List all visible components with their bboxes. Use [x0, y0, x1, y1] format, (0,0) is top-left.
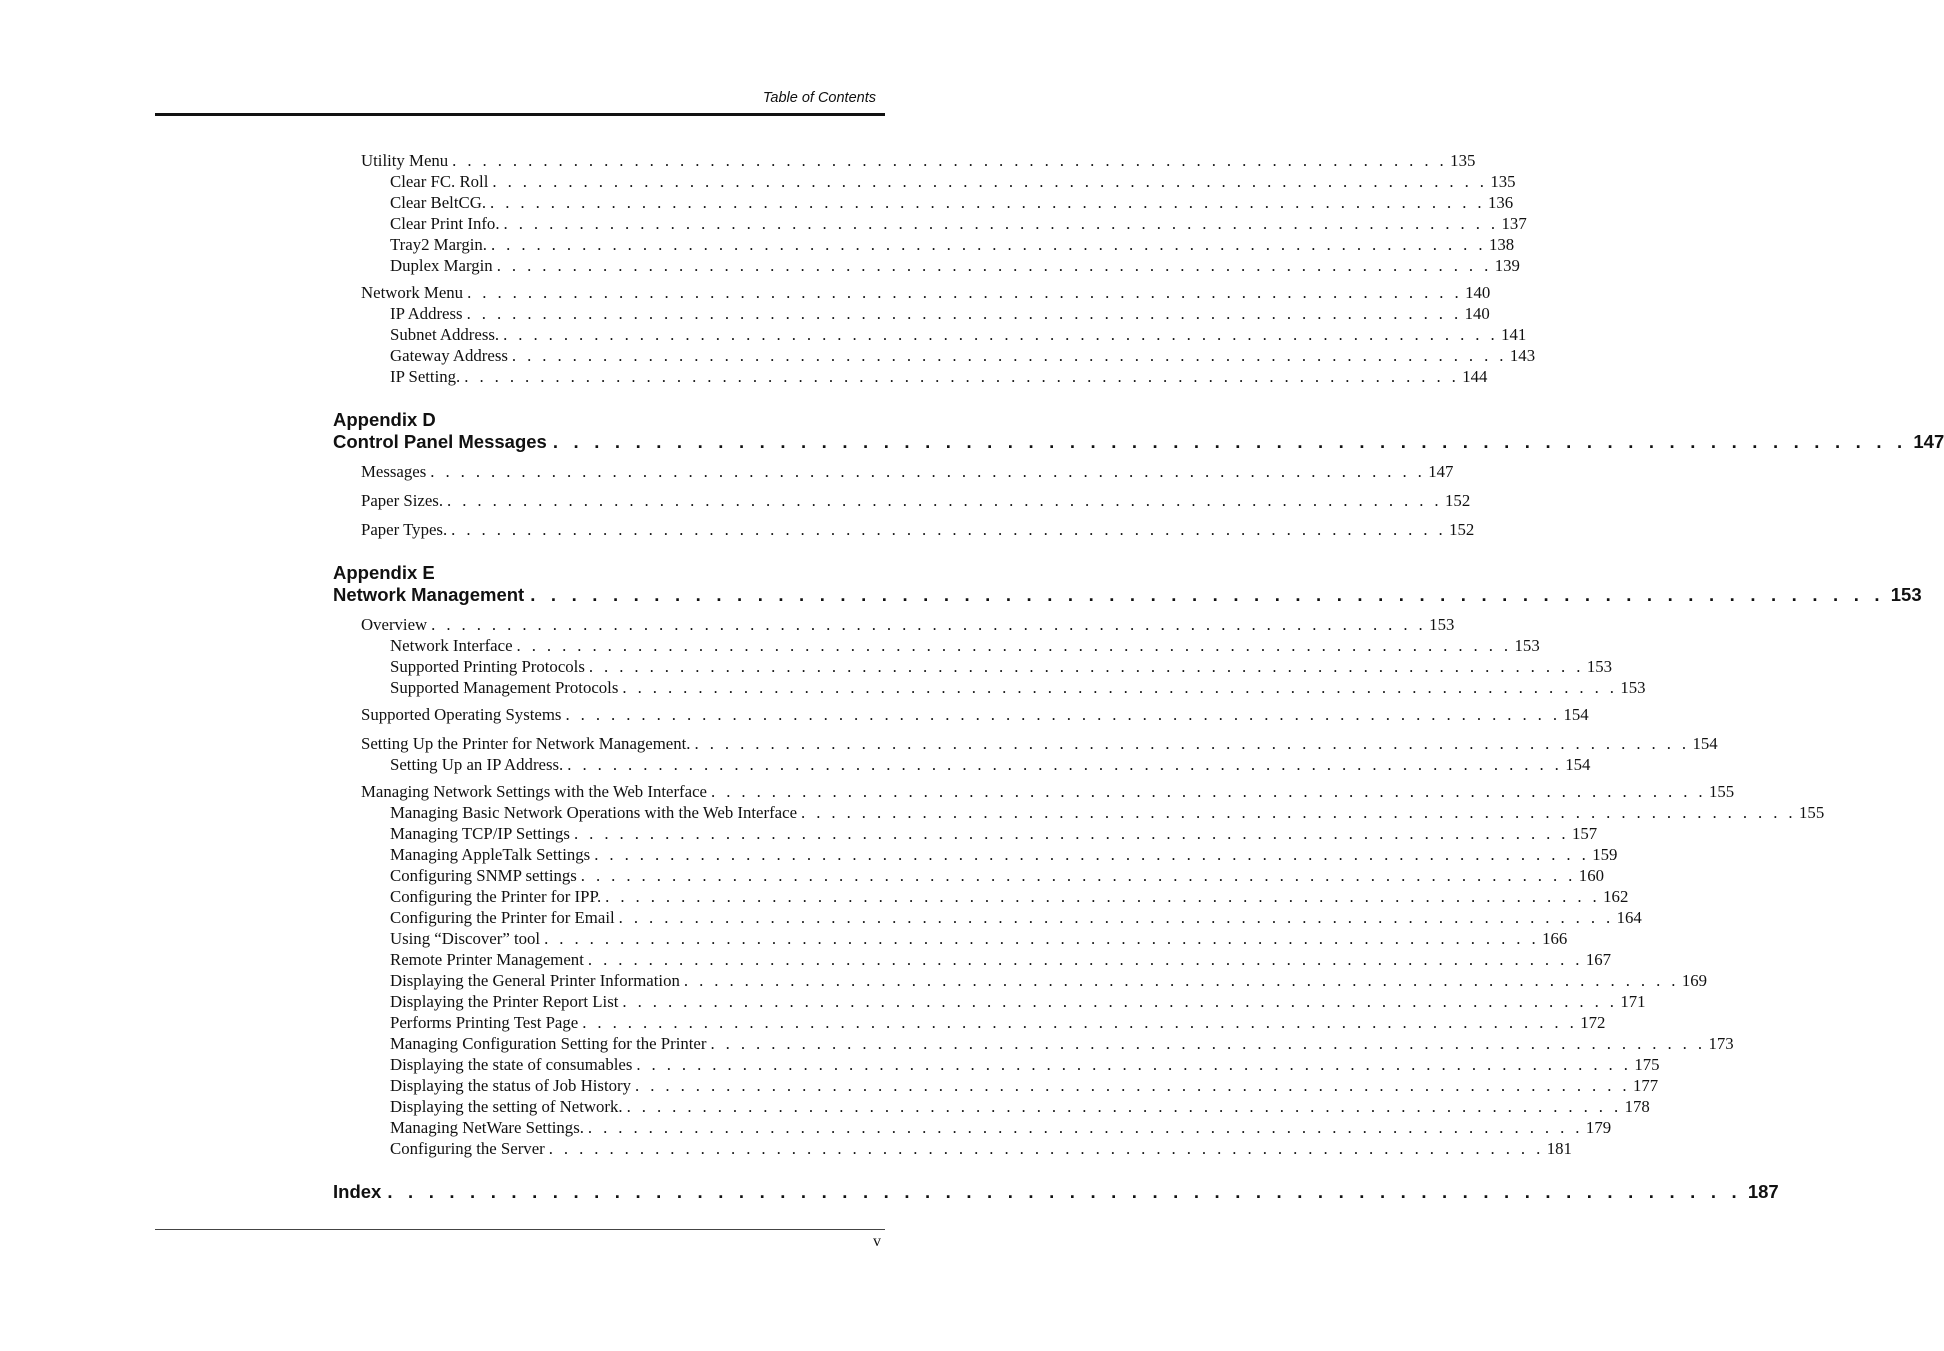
toc-entry[interactable]: Configuring SNMP settings . . . . . . . . . . . . . . . . . . . . . . . . . . . . . . . . . . . . . . . . . . . . . . . . . . . . . . . . . . . . . . . . . . 160 — [390, 866, 1604, 885]
toc-entry[interactable]: Clear Print Info. . . . . . . . . . . . . . . . . . . . . . . . . . . . . . . . . . . . . . . . . . . . . . . . . . . . . . . . . . . . . . . . . . . 137 — [390, 214, 1527, 233]
dot-leader: . . . . . . . . . . . . . . . . . . . . . . . . . . . . . . . . . . . . . . . . . . . . . . . . . . . . . . . . . . . . . . . . . . — [490, 235, 1486, 254]
toc-entry[interactable]: Managing Configuration Setting for the Printer . . . . . . . . . . . . . . . . . . . . . . . . . . . . . . . . . . . . . . . . . . . . . . . . . . . . . . . . . . . . . . . . . . 173 — [390, 1034, 1734, 1053]
toc-entry[interactable]: IP Address . . . . . . . . . . . . . . . . . . . . . . . . . . . . . . . . . . . . . . . . . . . . . . . . . . . . . . . . . . . . . . . . . . 140 — [390, 304, 1490, 323]
toc-chapter-index[interactable]: Index . . . . . . . . . . . . . . . . . . . . . . . . . . . . . . . . . . . . . . . . . . . . . . . . . . . . . . . . . . . . . . . . . . 187 — [333, 1181, 1779, 1202]
dot-leader: . . . . . . . . . . . . . . . . . . . . . . . . . . . . . . . . . . . . . . . . . . . . . . . . . . . . . . . . . . . . . . . . . . — [582, 1013, 1578, 1032]
toc-entry-setting-up[interactable]: Setting Up the Printer for Network Management. . . . . . . . . . . . . . . . . . . . . . . . . . . . . . . . . . . . . . . . . . . . . . . . . . . . . . . . . . . . . . . . . . . 154 — [361, 734, 1718, 753]
toc-entry-supported-os[interactable]: Supported Operating Systems . . . . . . . . . . . . . . . . . . . . . . . . . . . . . . . . . . . . . . . . . . . . . . . . . . . . . . . . . . . . . . . . . . 154 — [361, 705, 1589, 724]
dot-leader: . . . . . . . . . . . . . . . . . . . . . . . . . . . . . . . . . . . . . . . . . . . . . . . . . . . . . . . . . . . . . . . . . . — [567, 755, 1563, 774]
toc-entry[interactable]: Configuring the Printer for IPP. . . . . . . . . . . . . . . . . . . . . . . . . . . . . . . . . . . . . . . . . . . . . . . . . . . . . . . . . . . . . . . . . . . 162 — [390, 887, 1629, 906]
dot-leader: . . . . . . . . . . . . . . . . . . . . . . . . . . . . . . . . . . . . . . . . . . . . . . . . . . . . . . . . . . . . . . . . . . — [711, 782, 1706, 801]
table-of-contents — [333, 150, 1944, 1203]
dot-leader: . . . . . . . . . . . . . . . . . . . . . . . . . . . . . . . . . . . . . . . . . . . . . . . . . . . . . . . . . . . . . . . . . . — [622, 678, 1618, 697]
toc-chapter-appendix-e[interactable]: Network Management . . . . . . . . . . . . . . . . . . . . . . . . . . . . . . . . . . . . . . . . . . . . . . . . . . . . . . . . . . . . . . . . . . 153 — [333, 584, 1922, 605]
dot-leader: . . . . . . . . . . . . . . . . . . . . . . . . . . . . . . . . . . . . . . . . . . . . . . . . . . . . . . . . . . . . . . . . . . — [492, 172, 1488, 191]
dot-leader: . . . . . . . . . . . . . . . . . . . . . . . . . . . . . . . . . . . . . . . . . . . . . . . . . . . . . . . . . . . . . . . . . . — [801, 803, 1797, 822]
dot-leader: . . . . . . . . . . . . . . . . . . . . . . . . . . . . . . . . . . . . . . . . . . . . . . . . . . . . . . . . . . . . . . . . . . — [548, 1139, 1544, 1158]
dot-leader: . . . . . . . . . . . . . . . . . . . . . . . . . . . . . . . . . . . . . . . . . . . . . . . . . . . . . . . . . . . . . . . . . . — [594, 845, 1590, 864]
dot-leader: . . . . . . . . . . . . . . . . . . . . . . . . . . . . . . . . . . . . . . . . . . . . . . . . . . . . . . . . . . . . . . . . . . — [496, 256, 1492, 275]
dot-leader: . . . . . . . . . . . . . . . . . . . . . . . . . . . . . . . . . . . . . . . . . . . . . . . . . . . . . . . . . . . . . . . . . . — [516, 636, 1512, 655]
index-block — [333, 1181, 1779, 1203]
dot-leader: . . . . . . . . . . . . . . . . . . . . . . . . . . . . . . . . . . . . . . . . . . . . . . . . . . . . . . . . . . . . . . . . . . — [552, 431, 1908, 452]
header-rule — [155, 113, 885, 116]
dot-leader: . . . . . . . . . . . . . . . . . . . . . . . . . . . . . . . . . . . . . . . . . . . . . . . . . . . . . . . . . . . . . . . . . . — [622, 992, 1618, 1011]
dot-leader: . . . . . . . . . . . . . . . . . . . . . . . . . . . . . . . . . . . . . . . . . . . . . . . . . . . . . . . . . . . . . . . . . . — [452, 151, 1448, 170]
toc-entry[interactable]: Paper Sizes. . . . . . . . . . . . . . . . . . . . . . . . . . . . . . . . . . . . . . . . . . . . . . . . . . . . . . . . . . . . . . . . . . . 152 — [361, 491, 1471, 510]
dot-leader: . . . . . . . . . . . . . . . . . . . . . . . . . . . . . . . . . . . . . . . . . . . . . . . . . . . . . . . . . . . . . . . . . . — [710, 1034, 1706, 1053]
dot-leader: . . . . . . . . . . . . . . . . . . . . . . . . . . . . . . . . . . . . . . . . . . . . . . . . . . . . . . . . . . . . . . . . . . — [636, 1055, 1632, 1074]
toc-entry[interactable]: IP Setting. . . . . . . . . . . . . . . . . . . . . . . . . . . . . . . . . . . . . . . . . . . . . . . . . . . . . . . . . . . . . . . . . . . 144 — [390, 367, 1488, 386]
dot-leader: . . . . . . . . . . . . . . . . . . . . . . . . . . . . . . . . . . . . . . . . . . . . . . . . . . . . . . . . . . . . . . . . . . — [490, 193, 1486, 212]
dot-leader: . . . . . . . . . . . . . . . . . . . . . . . . . . . . . . . . . . . . . . . . . . . . . . . . . . . . . . . . . . . . . . . . . . — [573, 824, 1569, 843]
toc-entry[interactable]: Tray2 Margin. . . . . . . . . . . . . . . . . . . . . . . . . . . . . . . . . . . . . . . . . . . . . . . . . . . . . . . . . . . . . . . . . . . 138 — [390, 235, 1515, 254]
toc-entry[interactable]: Managing Basic Network Operations with the Web Interface . . . . . . . . . . . . . . . . . . . . . . . . . . . . . . . . . . . . . . . . . . . . . . . . . . . . . . . . . . . . . . . . . . 155 — [390, 803, 1825, 822]
page-number: v — [873, 1233, 881, 1250]
dot-leader: . . . . . . . . . . . . . . . . . . . . . . . . . . . . . . . . . . . . . . . . . . . . . . . . . . . . . . . . . . . . . . . . . . — [451, 520, 1447, 539]
dot-leader: . . . . . . . . . . . . . . . . . . . . . . . . . . . . . . . . . . . . . . . . . . . . . . . . . . . . . . . . . . . . . . . . . . — [587, 1118, 1583, 1137]
dot-leader: . . . . . . . . . . . . . . . . . . . . . . . . . . . . . . . . . . . . . . . . . . . . . . . . . . . . . . . . . . . . . . . . . . — [683, 971, 1679, 990]
toc-entry[interactable]: Remote Printer Management . . . . . . . . . . . . . . . . . . . . . . . . . . . . . . . . . . . . . . . . . . . . . . . . . . . . . . . . . . . . . . . . . . 167 — [390, 950, 1612, 969]
dot-leader: . . . . . . . . . . . . . . . . . . . . . . . . . . . . . . . . . . . . . . . . . . . . . . . . . . . . . . . . . . . . . . . . . . — [605, 887, 1601, 906]
dot-leader: . . . . . . . . . . . . . . . . . . . . . . . . . . . . . . . . . . . . . . . . . . . . . . . . . . . . . . . . . . . . . . . . . . — [447, 491, 1443, 510]
toc-entry[interactable]: Displaying the Printer Report List . . . . . . . . . . . . . . . . . . . . . . . . . . . . . . . . . . . . . . . . . . . . . . . . . . . . . . . . . . . . . . . . . . 171 — [390, 992, 1646, 1011]
dot-leader: . . . . . . . . . . . . . . . . . . . . . . . . . . . . . . . . . . . . . . . . . . . . . . . . . . . . . . . . . . . . . . . . . . — [694, 734, 1690, 753]
footer-rule — [155, 1229, 885, 1230]
dot-leader: . . . . . . . . . . . . . . . . . . . . . . . . . . . . . . . . . . . . . . . . . . . . . . . . . . . . . . . . . . . . . . . . . . — [618, 908, 1614, 927]
toc-entry[interactable]: Managing TCP/IP Settings . . . . . . . . . . . . . . . . . . . . . . . . . . . . . . . . . . . . . . . . . . . . . . . . . . . . . . . . . . . . . . . . . . 157 — [390, 824, 1598, 843]
toc-entry[interactable]: Configuring the Printer for Email . . . . . . . . . . . . . . . . . . . . . . . . . . . . . . . . . . . . . . . . . . . . . . . . . . . . . . . . . . . . . . . . . . 164 — [390, 908, 1642, 927]
toc-entry[interactable]: Displaying the state of consumables . . . . . . . . . . . . . . . . . . . . . . . . . . . . . . . . . . . . . . . . . . . . . . . . . . . . . . . . . . . . . . . . . . 175 — [390, 1055, 1660, 1074]
dot-leader: . . . . . . . . . . . . . . . . . . . . . . . . . . . . . . . . . . . . . . . . . . . . . . . . . . . . . . . . . . . . . . . . . . — [466, 304, 1462, 323]
appendix-d-label: Appendix D — [333, 409, 436, 430]
dot-leader: . . . . . . . . . . . . . . . . . . . . . . . . . . . . . . . . . . . . . . . . . . . . . . . . . . . . . . . . . . . . . . . . . . — [626, 1097, 1622, 1116]
appendix-e-label: Appendix E — [333, 562, 435, 583]
toc-entry[interactable]: Configuring the Server . . . . . . . . . . . . . . . . . . . . . . . . . . . . . . . . . . . . . . . . . . . . . . . . . . . . . . . . . . . . . . . . . . 181 — [390, 1139, 1572, 1158]
toc-entry[interactable]: Managing AppleTalk Settings . . . . . . . . . . . . . . . . . . . . . . . . . . . . . . . . . . . . . . . . . . . . . . . . . . . . . . . . . . . . . . . . . . 159 — [390, 845, 1618, 864]
toc-entry[interactable]: Messages . . . . . . . . . . . . . . . . . . . . . . . . . . . . . . . . . . . . . . . . . . . . . . . . . . . . . . . . . . . . . . . . . . 147 — [361, 462, 1454, 481]
running-header: Table of Contents — [762, 90, 876, 106]
toc-entry[interactable]: Displaying the General Printer Information . . . . . . . . . . . . . . . . . . . . . . . . . . . . . . . . . . . . . . . . . . . . . . . . . . . . . . . . . . . . . . . . . . 169 — [390, 971, 1708, 990]
dot-leader: . . . . . . . . . . . . . . . . . . . . . . . . . . . . . . . . . . . . . . . . . . . . . . . . . . . . . . . . . . . . . . . . . . — [464, 367, 1460, 386]
dot-leader: . . . . . . . . . . . . . . . . . . . . . . . . . . . . . . . . . . . . . . . . . . . . . . . . . . . . . . . . . . . . . . . . . . — [587, 950, 1583, 969]
toc-entry[interactable]: Clear FC. Roll . . . . . . . . . . . . . . . . . . . . . . . . . . . . . . . . . . . . . . . . . . . . . . . . . . . . . . . . . . . . . . . . . . 135 — [390, 172, 1516, 191]
appendix-e — [333, 562, 1922, 606]
dot-leader: . . . . . . . . . . . . . . . . . . . . . . . . . . . . . . . . . . . . . . . . . . . . . . . . . . . . . . . . . . . . . . . . . . — [467, 283, 1463, 302]
toc-entry[interactable]: Managing NetWare Settings. . . . . . . . . . . . . . . . . . . . . . . . . . . . . . . . . . . . . . . . . . . . . . . . . . . . . . . . . . . . . . . . . . . 179 — [390, 1118, 1612, 1137]
toc-entry[interactable]: Gateway Address . . . . . . . . . . . . . . . . . . . . . . . . . . . . . . . . . . . . . . . . . . . . . . . . . . . . . . . . . . . . . . . . . . 143 — [390, 346, 1536, 365]
toc-chapter-appendix-d[interactable]: Control Panel Messages . . . . . . . . . . . . . . . . . . . . . . . . . . . . . . . . . . . . . . . . . . . . . . . . . . . . . . . . . . . . . . . . . . 147 — [333, 431, 1944, 452]
toc-entry[interactable]: Displaying the setting of Network. . . . . . . . . . . . . . . . . . . . . . . . . . . . . . . . . . . . . . . . . . . . . . . . . . . . . . . . . . . . . . . . . . . 178 — [390, 1097, 1650, 1116]
toc-entry[interactable]: Supported Printing Protocols . . . . . . . . . . . . . . . . . . . . . . . . . . . . . . . . . . . . . . . . . . . . . . . . . . . . . . . . . . . . . . . . . . 153 — [390, 657, 1613, 676]
dot-leader: . . . . . . . . . . . . . . . . . . . . . . . . . . . . . . . . . . . . . . . . . . . . . . . . . . . . . . . . . . . . . . . . . . — [530, 584, 1885, 605]
toc-entry-managing[interactable]: Managing Network Settings with the Web Interface . . . . . . . . . . . . . . . . . . . . . . . . . . . . . . . . . . . . . . . . . . . . . . . . . . . . . . . . . . . . . . . . . . 155 — [361, 782, 1735, 801]
toc-entry[interactable]: Using “Discover” tool . . . . . . . . . . . . . . . . . . . . . . . . . . . . . . . . . . . . . . . . . . . . . . . . . . . . . . . . . . . . . . . . . . 166 — [390, 929, 1568, 948]
dot-leader: . . . . . . . . . . . . . . . . . . . . . . . . . . . . . . . . . . . . . . . . . . . . . . . . . . . . . . . . . . . . . . . . . . — [588, 657, 1584, 676]
toc-entry[interactable]: Duplex Margin . . . . . . . . . . . . . . . . . . . . . . . . . . . . . . . . . . . . . . . . . . . . . . . . . . . . . . . . . . . . . . . . . . 139 — [390, 256, 1520, 275]
toc-entry[interactable]: Network Interface . . . . . . . . . . . . . . . . . . . . . . . . . . . . . . . . . . . . . . . . . . . . . . . . . . . . . . . . . . . . . . . . . . 153 — [390, 636, 1540, 655]
dot-leader: . . . . . . . . . . . . . . . . . . . . . . . . . . . . . . . . . . . . . . . . . . . . . . . . . . . . . . . . . . . . . . . . . . — [503, 325, 1499, 344]
dot-leader: . . . . . . . . . . . . . . . . . . . . . . . . . . . . . . . . . . . . . . . . . . . . . . . . . . . . . . . . . . . . . . . . . . — [544, 929, 1540, 948]
dot-leader: . . . . . . . . . . . . . . . . . . . . . . . . . . . . . . . . . . . . . . . . . . . . . . . . . . . . . . . . . . . . . . . . . . — [387, 1181, 1742, 1202]
toc-entry[interactable]: Supported Management Protocols . . . . . . . . . . . . . . . . . . . . . . . . . . . . . . . . . . . . . . . . . . . . . . . . . . . . . . . . . . . . . . . . . . 153 — [390, 678, 1646, 697]
toc-entry[interactable]: Setting Up an IP Address. . . . . . . . . . . . . . . . . . . . . . . . . . . . . . . . . . . . . . . . . . . . . . . . . . . . . . . . . . . . . . . . . . . 154 — [390, 755, 1591, 774]
dot-leader: . . . . . . . . . . . . . . . . . . . . . . . . . . . . . . . . . . . . . . . . . . . . . . . . . . . . . . . . . . . . . . . . . . — [635, 1076, 1630, 1095]
dot-leader: . . . . . . . . . . . . . . . . . . . . . . . . . . . . . . . . . . . . . . . . . . . . . . . . . . . . . . . . . . . . . . . . . . — [511, 346, 1507, 365]
toc-entry-network-menu[interactable]: Network Menu . . . . . . . . . . . . . . . . . . . . . . . . . . . . . . . . . . . . . . . . . . . . . . . . . . . . . . . . . . . . . . . . . . 140 — [361, 283, 1491, 302]
toc-entry[interactable]: Displaying the status of Job History . . . . . . . . . . . . . . . . . . . . . . . . . . . . . . . . . . . . . . . . . . . . . . . . . . . . . . . . . . . . . . . . . . 177 — [390, 1076, 1659, 1095]
toc-entry[interactable]: Paper Types. . . . . . . . . . . . . . . . . . . . . . . . . . . . . . . . . . . . . . . . . . . . . . . . . . . . . . . . . . . . . . . . . . . 152 — [361, 520, 1475, 539]
dot-leader: . . . . . . . . . . . . . . . . . . . . . . . . . . . . . . . . . . . . . . . . . . . . . . . . . . . . . . . . . . . . . . . . . . — [565, 705, 1561, 724]
appendix-d — [333, 409, 1944, 453]
toc-entry-overview[interactable]: Overview . . . . . . . . . . . . . . . . . . . . . . . . . . . . . . . . . . . . . . . . . . . . . . . . . . . . . . . . . . . . . . . . . . 153 — [361, 615, 1455, 634]
toc-entry-utility-menu[interactable]: Utility Menu . . . . . . . . . . . . . . . . . . . . . . . . . . . . . . . . . . . . . . . . . . . . . . . . . . . . . . . . . . . . . . . . . . 135 — [361, 151, 1476, 170]
dot-leader: . . . . . . . . . . . . . . . . . . . . . . . . . . . . . . . . . . . . . . . . . . . . . . . . . . . . . . . . . . . . . . . . . . — [431, 615, 1427, 634]
toc-entry[interactable]: Clear BeltCG. . . . . . . . . . . . . . . . . . . . . . . . . . . . . . . . . . . . . . . . . . . . . . . . . . . . . . . . . . . . . . . . . . . 136 — [390, 193, 1514, 212]
toc-entry[interactable]: Subnet Address. . . . . . . . . . . . . . . . . . . . . . . . . . . . . . . . . . . . . . . . . . . . . . . . . . . . . . . . . . . . . . . . . . . 141 — [390, 325, 1527, 344]
dot-leader: . . . . . . . . . . . . . . . . . . . . . . . . . . . . . . . . . . . . . . . . . . . . . . . . . . . . . . . . . . . . . . . . . . — [430, 462, 1426, 481]
dot-leader: . . . . . . . . . . . . . . . . . . . . . . . . . . . . . . . . . . . . . . . . . . . . . . . . . . . . . . . . . . . . . . . . . . — [503, 214, 1499, 233]
toc-entry[interactable]: Performs Printing Test Page . . . . . . . . . . . . . . . . . . . . . . . . . . . . . . . . . . . . . . . . . . . . . . . . . . . . . . . . . . . . . . . . . . 172 — [390, 1013, 1606, 1032]
dot-leader: . . . . . . . . . . . . . . . . . . . . . . . . . . . . . . . . . . . . . . . . . . . . . . . . . . . . . . . . . . . . . . . . . . — [580, 866, 1576, 885]
